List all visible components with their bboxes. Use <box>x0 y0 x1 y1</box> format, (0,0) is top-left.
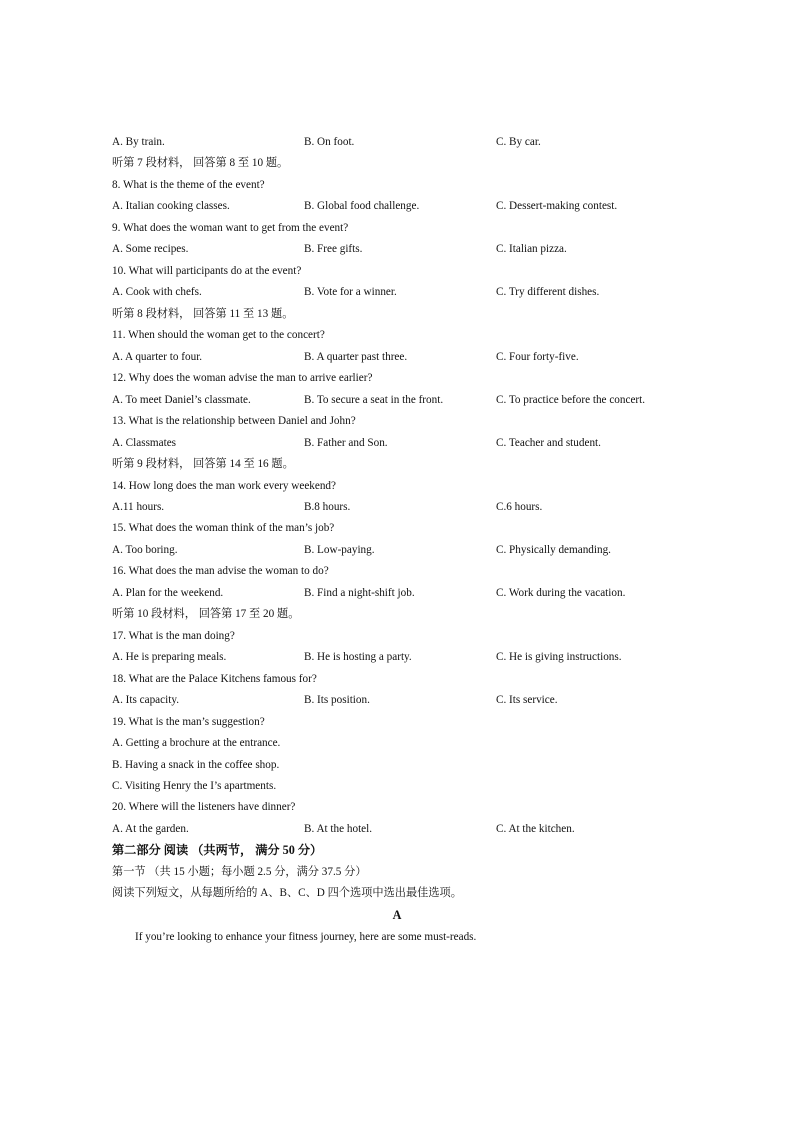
section-instruction: 听第 7 段材料， 回答第 8 至 10 题。 <box>112 157 289 169</box>
option-c: C. Work during the vacation. <box>496 587 626 599</box>
option-a: A. A quarter to four. <box>112 351 203 363</box>
option-c: C. Try different dishes. <box>496 286 600 298</box>
option-c: C. He is giving instructions. <box>496 651 622 663</box>
question-10: 10. What will participants do at the event? <box>112 265 302 277</box>
option-b: B. On foot. <box>304 136 355 148</box>
section-instruction: 听第 9 段材料， 回答第 14 至 16 题。 <box>112 458 294 470</box>
option-b: B. To secure a seat in the front. <box>304 394 444 406</box>
option-c: C. Four forty-five. <box>496 351 579 363</box>
question-12: 12. Why does the woman advise the man to arrive earlier? <box>112 372 373 384</box>
passage-intro: If you’re looking to enhance your fitness journey, here are some must-reads. <box>135 931 477 943</box>
option-c: C. To practice before the concert. <box>496 394 646 406</box>
question-11: 11. When should the woman get to the concert? <box>112 329 325 341</box>
question-18: 18. What are the Palace Kitchens famous for? <box>112 673 317 685</box>
option-c: C. Physically demanding. <box>496 544 611 556</box>
option-a: A. Its capacity. <box>112 694 179 706</box>
option-a: A. He is preparing meals. <box>112 651 227 663</box>
section-instruction: 听第 8 段材料， 回答第 11 至 13 题。 <box>112 308 294 320</box>
section-heading: 第一节 （共 15 小题；每小题 2.5 分，满分 37.5 分） <box>112 866 367 878</box>
option-a: A. Italian cooking classes. <box>112 200 230 212</box>
option-a: A.11 hours. <box>112 501 165 513</box>
option-c: C. At the kitchen. <box>496 823 575 835</box>
option-c: C. By car. <box>496 136 541 148</box>
option-c: C.6 hours. <box>496 501 543 513</box>
part-heading: 第二部分 阅读 （共两节， 满分 50 分） <box>112 843 323 857</box>
option-a: A. Getting a brochure at the entrance. <box>112 737 281 749</box>
option-b: B.8 hours. <box>304 501 351 513</box>
option-b: B. Find a night-shift job. <box>304 587 415 599</box>
option-b: B. He is hosting a party. <box>304 651 412 663</box>
question-14: 14. How long does the man work every weekend? <box>112 480 336 492</box>
option-b: B. Having a snack in the coffee shop. <box>112 759 280 771</box>
passage-label: A <box>392 908 402 922</box>
option-b: B. At the hotel. <box>304 823 373 835</box>
question-20: 20. Where will the listeners have dinner? <box>112 801 296 813</box>
option-b: B. Free gifts. <box>304 243 363 255</box>
option-b: B. Father and Son. <box>304 437 388 449</box>
question-17: 17. What is the man doing? <box>112 630 235 642</box>
reading-instruction: 阅读下列短文，从每题所给的 A、B、C、D 四个选项中选出最佳选项。 <box>112 887 462 899</box>
option-a: A. Some recipes. <box>112 243 189 255</box>
question-19: 19. What is the man’s suggestion? <box>112 716 265 728</box>
option-a: A. Cook with chefs. <box>112 286 202 298</box>
option-a: A. Plan for the weekend. <box>112 587 224 599</box>
question-13: 13. What is the relationship between Daniel and John? <box>112 415 356 427</box>
question-9: 9. What does the woman want to get from the event? <box>112 222 349 234</box>
option-c: C. Its service. <box>496 694 558 706</box>
option-c: C. Teacher and student. <box>496 437 601 449</box>
option-a: A. Classmates <box>112 437 177 449</box>
question-16: 16. What does the man advise the woman to do? <box>112 565 329 577</box>
question-8: 8. What is the theme of the event? <box>112 179 265 191</box>
option-b: B. Global food challenge. <box>304 200 420 212</box>
option-a: A. By train. <box>112 136 165 148</box>
option-a: A. To meet Daniel’s classmate. <box>112 394 251 406</box>
option-a: A. At the garden. <box>112 823 189 835</box>
option-b: B. Low-paying. <box>304 544 375 556</box>
option-b: B. A quarter past three. <box>304 351 408 363</box>
option-b: B. Its position. <box>304 694 370 706</box>
option-b: B. Vote for a winner. <box>304 286 397 298</box>
option-c: C. Dessert-making contest. <box>496 200 618 212</box>
section-instruction: 听第 10 段材料， 回答第 17 至 20 题。 <box>112 608 300 620</box>
option-a: A. Too boring. <box>112 544 178 556</box>
option-c: C. Italian pizza. <box>496 243 567 255</box>
option-c: C. Visiting Henry the I’s apartments. <box>112 780 277 792</box>
question-15: 15. What does the woman think of the man’s job? <box>112 522 335 534</box>
